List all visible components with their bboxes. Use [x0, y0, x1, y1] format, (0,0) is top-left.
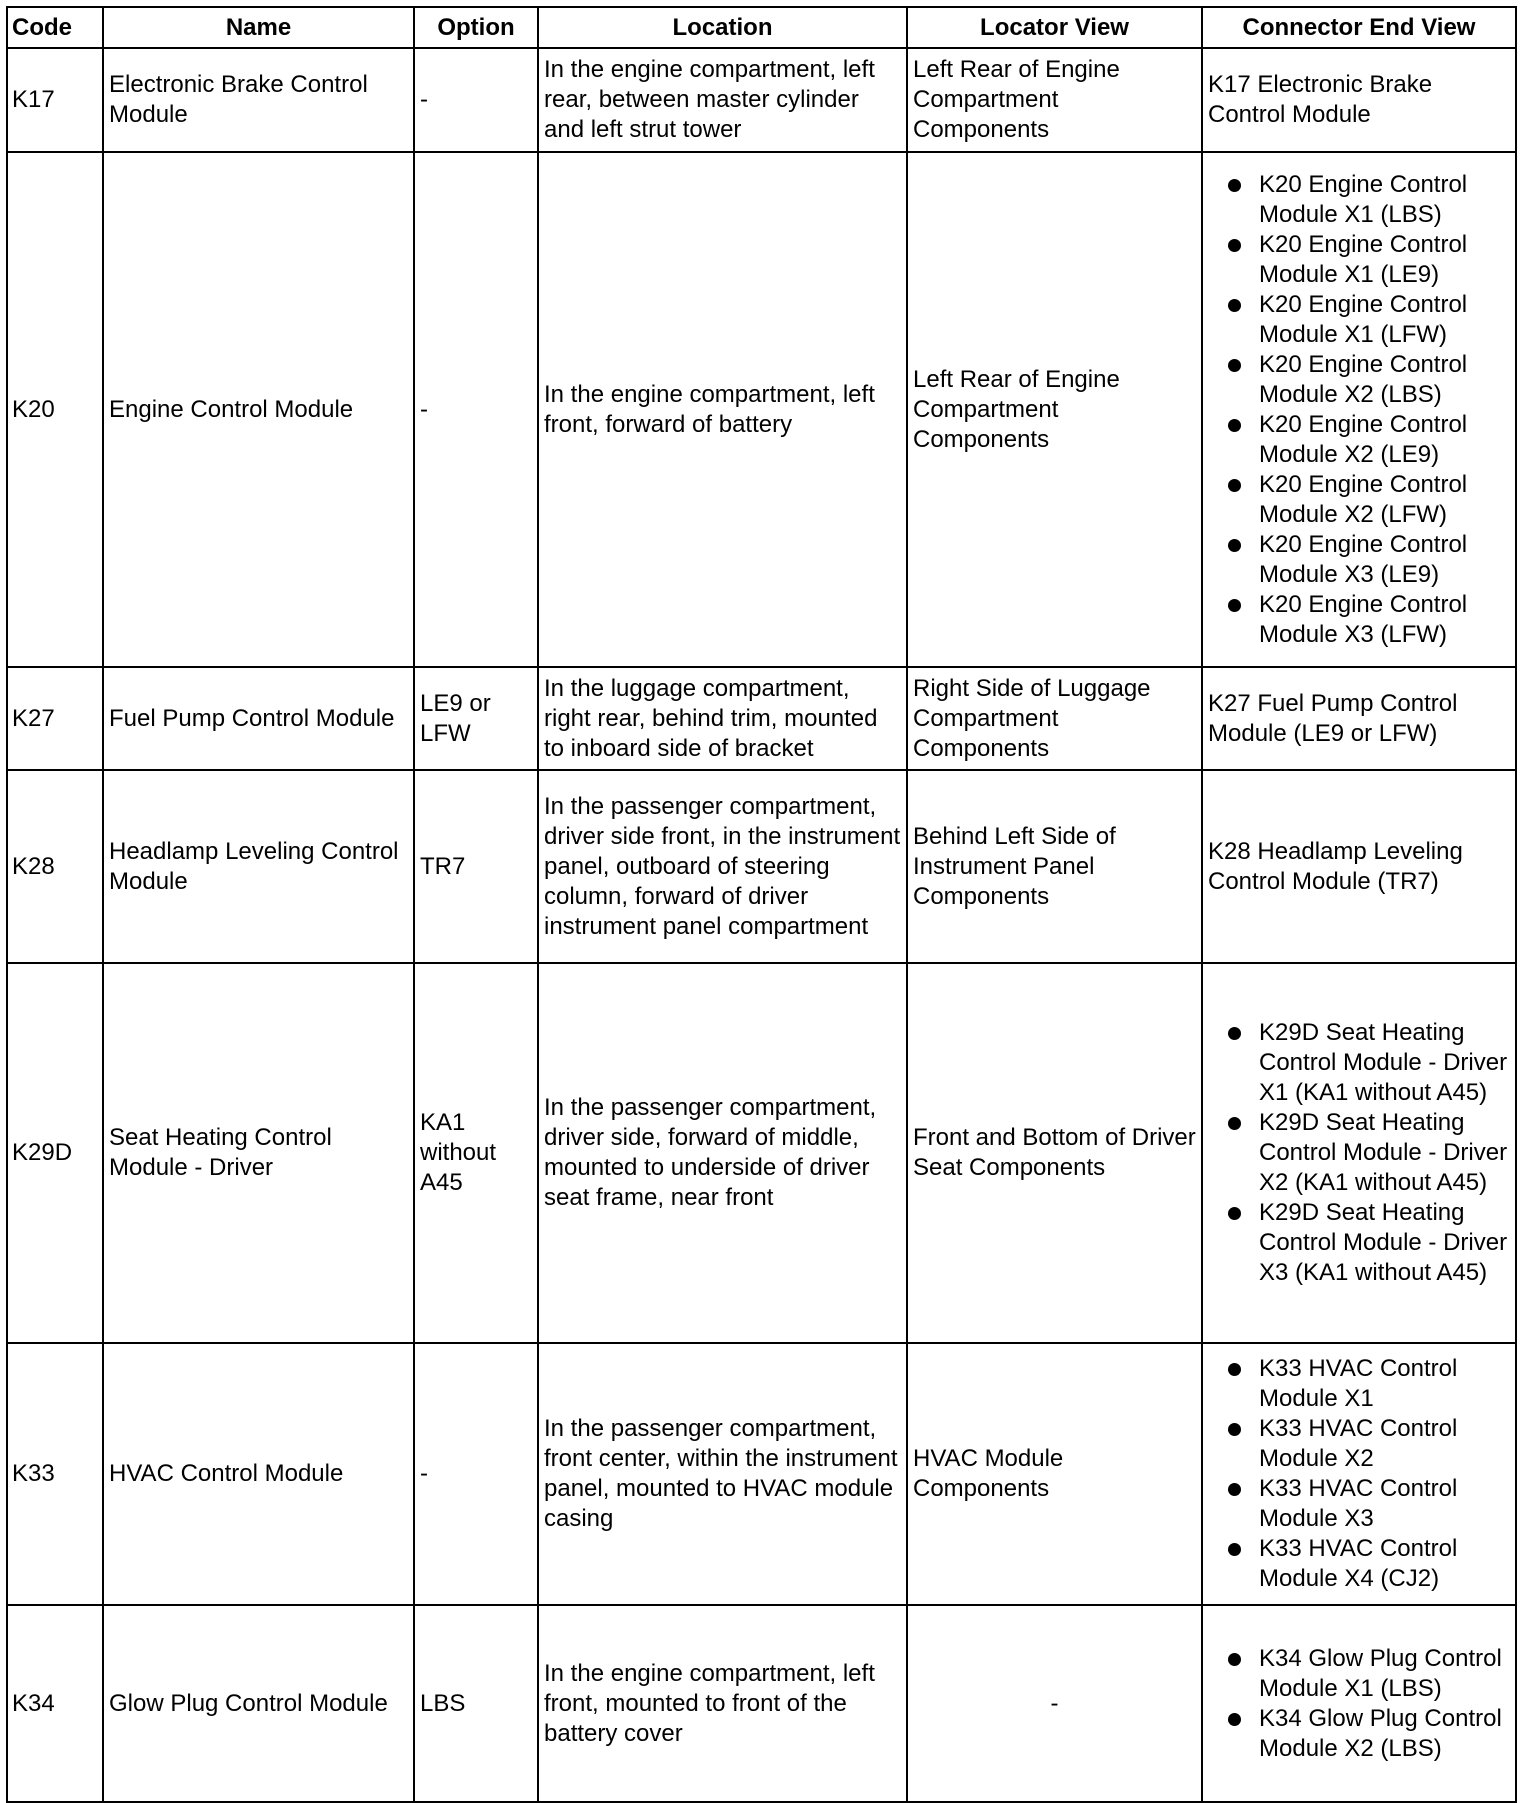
list-item: [1225, 290, 1510, 350]
bullet-icon: [1228, 599, 1241, 612]
cell-connector: K27 Fuel Pump Control Module (LE9 or LFW): [1202, 667, 1516, 770]
bullet-icon: [1228, 1117, 1241, 1130]
cell-code: K34: [7, 1605, 103, 1802]
cell-location: In the passenger compartment, driver side front, in the instrument panel, outboard of steering column, forward of driver instrument panel compartment: [538, 770, 907, 963]
header-row: [7, 7, 1516, 48]
list-item: [1225, 350, 1510, 410]
cell-name: HVAC Control Module: [103, 1343, 414, 1605]
connector-label: K20 Engine Control Module X1 (LE9): [1259, 230, 1468, 288]
bullet-icon: [1228, 479, 1241, 492]
cell-option: TR7: [414, 770, 538, 963]
list-item: [1225, 230, 1510, 290]
cell-locator-view: HVAC Module Components: [907, 1343, 1202, 1605]
cell-connector: [1202, 1605, 1516, 1802]
table-row: [7, 963, 1516, 1343]
header-code: Code: [7, 7, 103, 48]
cell-option: LBS: [414, 1605, 538, 1802]
cell-locator-view: Behind Left Side of Instrument Panel Components: [907, 770, 1202, 963]
header-option: Option: [414, 7, 538, 48]
connector-label: K29D Seat Heating Control Module - Driver X1 (KA1 without A45): [1259, 1019, 1508, 1106]
list-item: [1225, 1474, 1510, 1534]
list-item: [1225, 1534, 1510, 1594]
cell-code: K29D: [7, 963, 103, 1343]
connector-label: K20 Engine Control Module X2 (LE9): [1259, 410, 1468, 468]
list-item: [1225, 1018, 1510, 1108]
cell-name: Electronic Brake Control Module: [103, 48, 414, 152]
bullet-icon: [1228, 539, 1241, 552]
table-row: [7, 152, 1516, 667]
cell-connector: [1202, 1343, 1516, 1605]
list-item: [1225, 1704, 1510, 1764]
connector-label: K33 HVAC Control Module X1: [1259, 1355, 1458, 1412]
connector-label: K33 HVAC Control Module X3: [1259, 1475, 1458, 1532]
cell-connector: K17 Electronic Brake Control Module: [1202, 48, 1516, 152]
bullet-icon: [1228, 1027, 1241, 1040]
cell-locator-view: Front and Bottom of Driver Seat Components: [907, 963, 1202, 1343]
connector-list: [1208, 170, 1510, 650]
cell-locator-view: Left Rear of Engine Compartment Components: [907, 48, 1202, 152]
header-location: Location: [538, 7, 907, 48]
cell-code: K20: [7, 152, 103, 667]
cell-name: Engine Control Module: [103, 152, 414, 667]
cell-location: In the passenger compartment, front center, within the instrument panel, mounted to HVAC module casing: [538, 1343, 907, 1605]
cell-locator-view: Left Rear of Engine Compartment Components: [907, 152, 1202, 667]
table-row: [7, 667, 1516, 770]
cell-option: LE9 or LFW: [414, 667, 538, 770]
cell-connector: K28 Headlamp Leveling Control Module (TR7): [1202, 770, 1516, 963]
connector-list: [1208, 1644, 1510, 1764]
cell-code: K17: [7, 48, 103, 152]
bullet-icon: [1228, 1653, 1241, 1666]
cell-connector: [1202, 963, 1516, 1343]
component-locator-table: [6, 6, 1517, 1803]
bullet-icon: [1228, 299, 1241, 312]
cell-option: -: [414, 48, 538, 152]
list-item: [1225, 1108, 1510, 1198]
cell-code: K27: [7, 667, 103, 770]
connector-label: K20 Engine Control Module X2 (LBS): [1259, 350, 1468, 408]
list-item: [1225, 1644, 1510, 1704]
cell-name: Seat Heating Control Module - Driver: [103, 963, 414, 1343]
connector-label: K20 Engine Control Module X2 (LFW): [1259, 470, 1468, 528]
cell-location: In the luggage compartment, right rear, behind trim, mounted to inboard side of bracket: [538, 667, 907, 770]
list-item: [1225, 410, 1510, 470]
connector-label: K20 Engine Control Module X3 (LE9): [1259, 530, 1468, 588]
table-row: [7, 48, 1516, 152]
bullet-icon: [1228, 1543, 1241, 1556]
cell-locator-view: Right Side of Luggage Compartment Components: [907, 667, 1202, 770]
table-row: [7, 1605, 1516, 1802]
component-locator-table-wrapper: [6, 6, 1515, 1803]
connector-label: K34 Glow Plug Control Module X2 (LBS): [1259, 1704, 1502, 1762]
cell-locator-view: -: [907, 1605, 1202, 1802]
cell-name: Fuel Pump Control Module: [103, 667, 414, 770]
connector-list: [1208, 1354, 1510, 1594]
bullet-icon: [1228, 1207, 1241, 1220]
cell-location: In the engine compartment, left rear, between master cylinder and left strut tower: [538, 48, 907, 152]
connector-label: K33 HVAC Control Module X2: [1259, 1415, 1458, 1472]
cell-option: -: [414, 1343, 538, 1605]
bullet-icon: [1228, 1483, 1241, 1496]
cell-name: Headlamp Leveling Control Module: [103, 770, 414, 963]
list-item: [1225, 170, 1510, 230]
cell-location: In the passenger compartment, driver side, forward of middle, mounted to underside of driver seat frame, near front: [538, 963, 907, 1343]
header-name: Name: [103, 7, 414, 48]
cell-location: In the engine compartment, left front, forward of battery: [538, 152, 907, 667]
connector-label: K20 Engine Control Module X3 (LFW): [1259, 590, 1468, 648]
bullet-icon: [1228, 1423, 1241, 1436]
list-item: [1225, 470, 1510, 530]
header-locator-view: Locator View: [907, 7, 1202, 48]
bullet-icon: [1228, 1713, 1241, 1726]
bullet-icon: [1228, 419, 1241, 432]
connector-list: [1208, 1018, 1510, 1288]
cell-name: Glow Plug Control Module: [103, 1605, 414, 1802]
list-item: [1225, 590, 1510, 650]
connector-label: K34 Glow Plug Control Module X1 (LBS): [1259, 1644, 1502, 1702]
connector-label: K29D Seat Heating Control Module - Driver X3 (KA1 without A45): [1259, 1199, 1508, 1286]
connector-label: K29D Seat Heating Control Module - Driver X2 (KA1 without A45): [1259, 1109, 1508, 1196]
table-row: [7, 1343, 1516, 1605]
connector-label: K33 HVAC Control Module X4 (CJ2): [1259, 1535, 1458, 1592]
connector-label: K20 Engine Control Module X1 (LBS): [1259, 170, 1468, 228]
header-connector-end-view: Connector End View: [1202, 7, 1516, 48]
list-item: [1225, 1354, 1510, 1414]
table-row: [7, 770, 1516, 963]
bullet-icon: [1228, 239, 1241, 252]
list-item: [1225, 530, 1510, 590]
bullet-icon: [1228, 179, 1241, 192]
cell-option: KA1 without A45: [414, 963, 538, 1343]
cell-code: K28: [7, 770, 103, 963]
cell-location: In the engine compartment, left front, mounted to front of the battery cover: [538, 1605, 907, 1802]
bullet-icon: [1228, 359, 1241, 372]
connector-label: K20 Engine Control Module X1 (LFW): [1259, 290, 1468, 348]
cell-connector: [1202, 152, 1516, 667]
cell-code: K33: [7, 1343, 103, 1605]
list-item: [1225, 1414, 1510, 1474]
bullet-icon: [1228, 1363, 1241, 1376]
cell-option: -: [414, 152, 538, 667]
list-item: [1225, 1198, 1510, 1288]
